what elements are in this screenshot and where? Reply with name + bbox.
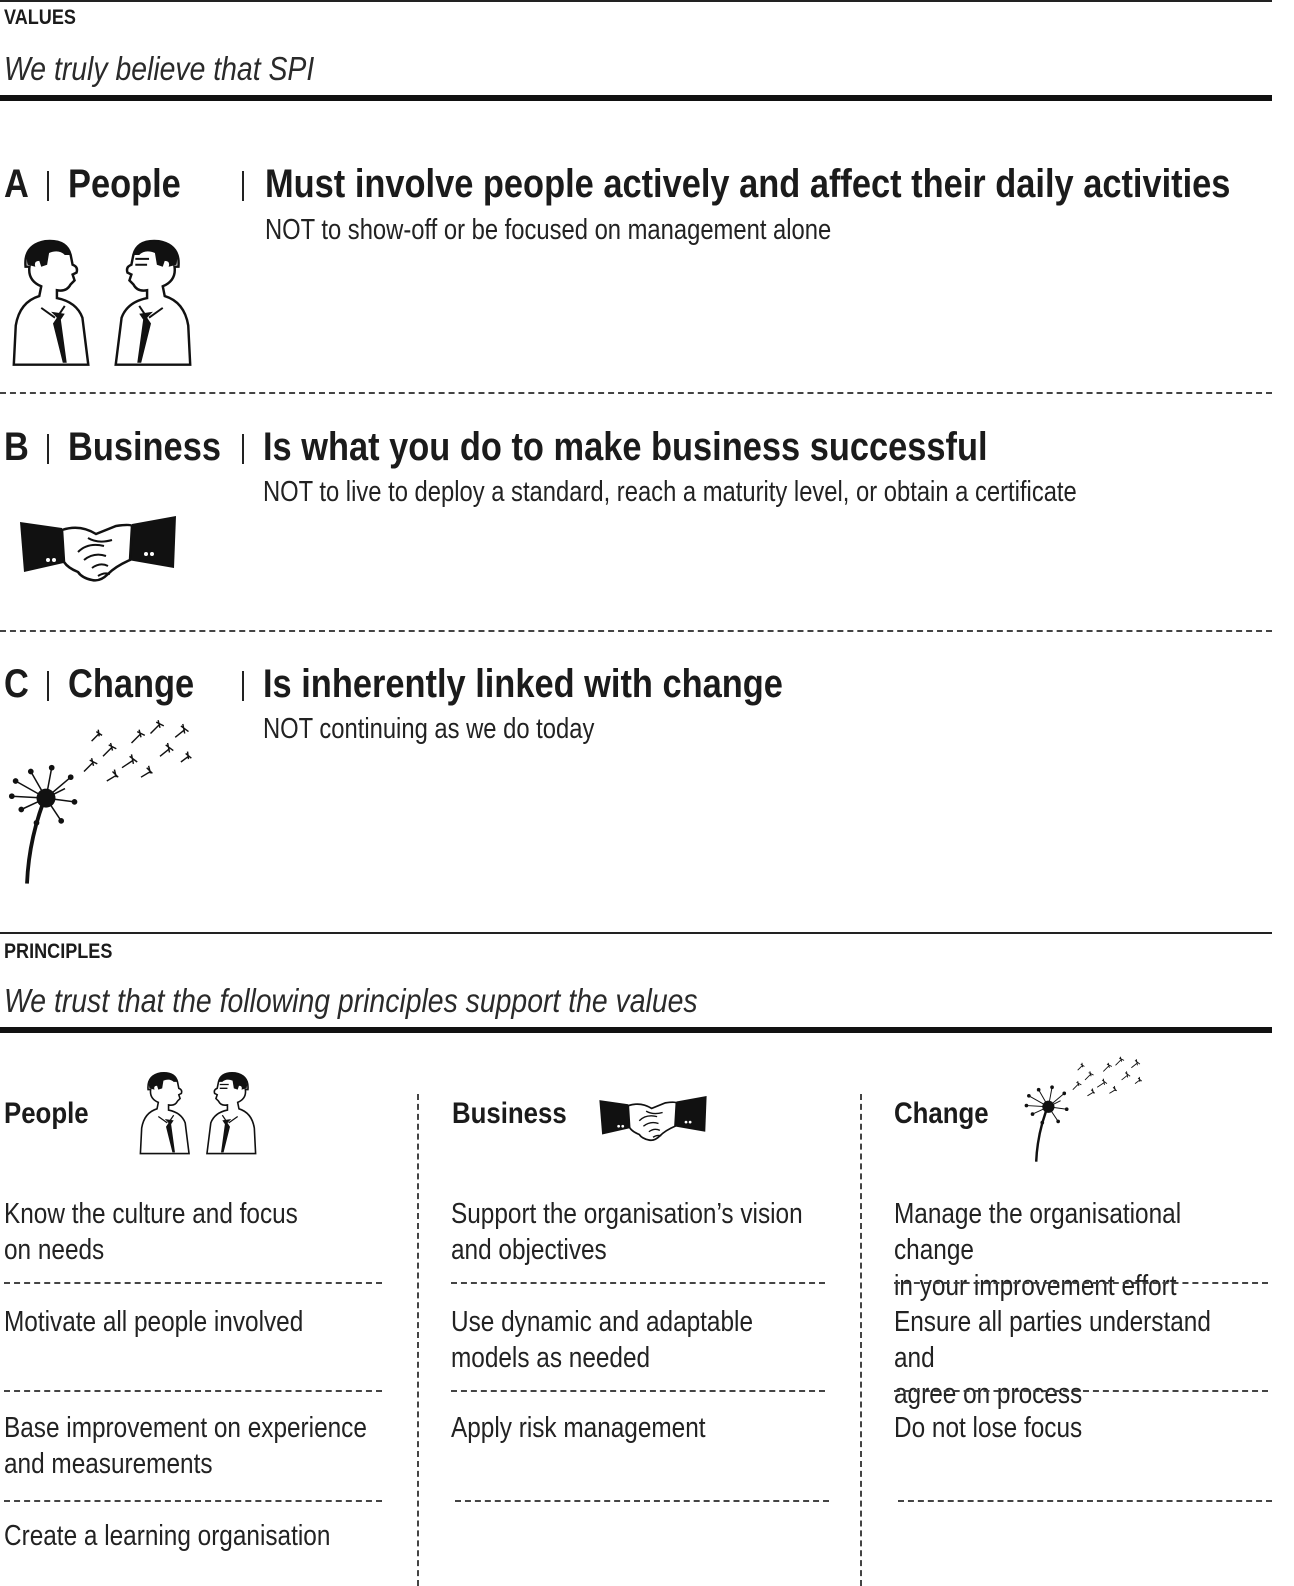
principle-column-title-change: Change	[894, 1097, 989, 1130]
separator	[47, 671, 49, 701]
row-divider	[0, 392, 1272, 394]
value-category-people: People	[68, 162, 181, 206]
separator	[47, 434, 49, 464]
separator	[47, 171, 49, 201]
principle-item: Manage the organisational change in your improvement effort	[894, 1198, 1182, 1302]
principle-item: Do not lose focus	[894, 1412, 1083, 1444]
value-letter-a: A	[4, 162, 29, 206]
separator	[242, 434, 244, 464]
values-subtitle: We truly believe that SPI	[4, 50, 315, 87]
item-divider	[4, 1500, 382, 1502]
item-divider	[894, 1282, 1268, 1284]
item-divider	[894, 1390, 1268, 1392]
handshake-icon	[18, 508, 178, 588]
item-divider	[4, 1282, 382, 1284]
item-divider	[451, 1282, 825, 1284]
value-headline-people: Must involve people actively and affect their daily activities	[265, 162, 1231, 206]
value-headline-business: Is what you do to make business successful	[263, 425, 988, 469]
principle-item: Know the culture and focus on needs	[4, 1198, 298, 1266]
separator	[242, 171, 244, 201]
principle-item: Motivate all people involved	[4, 1306, 304, 1338]
value-headline-change: Is inherently linked with change	[263, 662, 783, 706]
item-divider	[4, 1390, 382, 1392]
principle-column-title-people: People	[4, 1097, 89, 1130]
value-letter-b: B	[4, 425, 29, 469]
principle-item: Use dynamic and adaptable models as needed	[451, 1306, 753, 1374]
value-not-business: NOT to live to deploy a standard, reach a maturity level, or obtain a certificate	[263, 476, 1077, 508]
principle-item: Base improvement on experience and measurements	[4, 1412, 367, 1480]
value-not-people: NOT to show-off or be focused on management alone	[265, 214, 832, 246]
item-divider	[455, 1500, 829, 1502]
value-category-business: Business	[68, 425, 221, 469]
people-facing-icon	[134, 1066, 262, 1158]
row-divider	[0, 630, 1272, 632]
dandelion-icon	[1024, 1052, 1146, 1164]
dandelion-icon	[8, 712, 198, 888]
value-not-change: NOT continuing as we do today	[263, 713, 595, 745]
people-facing-icon	[4, 236, 200, 366]
values-rule	[0, 95, 1272, 101]
separator	[242, 671, 244, 701]
principle-item: Support the organisation’s vision and objectives	[451, 1198, 803, 1266]
handshake-icon	[598, 1090, 708, 1146]
principles-label: PRINCIPLES	[4, 940, 113, 963]
principle-item: Create a learning organisation	[4, 1520, 331, 1552]
column-divider	[417, 1094, 419, 1586]
principles-subtitle: We trust that the following principles support the values	[4, 982, 698, 1019]
value-letter-c: C	[4, 662, 29, 706]
principles-rule	[0, 1027, 1272, 1033]
principles-top-rule	[0, 932, 1272, 934]
item-divider	[898, 1500, 1272, 1502]
values-label: VALUES	[4, 6, 76, 29]
top-rule	[0, 0, 1272, 2]
item-divider	[451, 1390, 825, 1392]
value-category-change: Change	[68, 662, 195, 706]
principle-item: Apply risk management	[451, 1412, 706, 1444]
principle-column-title-business: Business	[452, 1097, 567, 1130]
column-divider	[860, 1094, 862, 1586]
principle-item: Ensure all parties understand and agree on process	[894, 1306, 1211, 1410]
